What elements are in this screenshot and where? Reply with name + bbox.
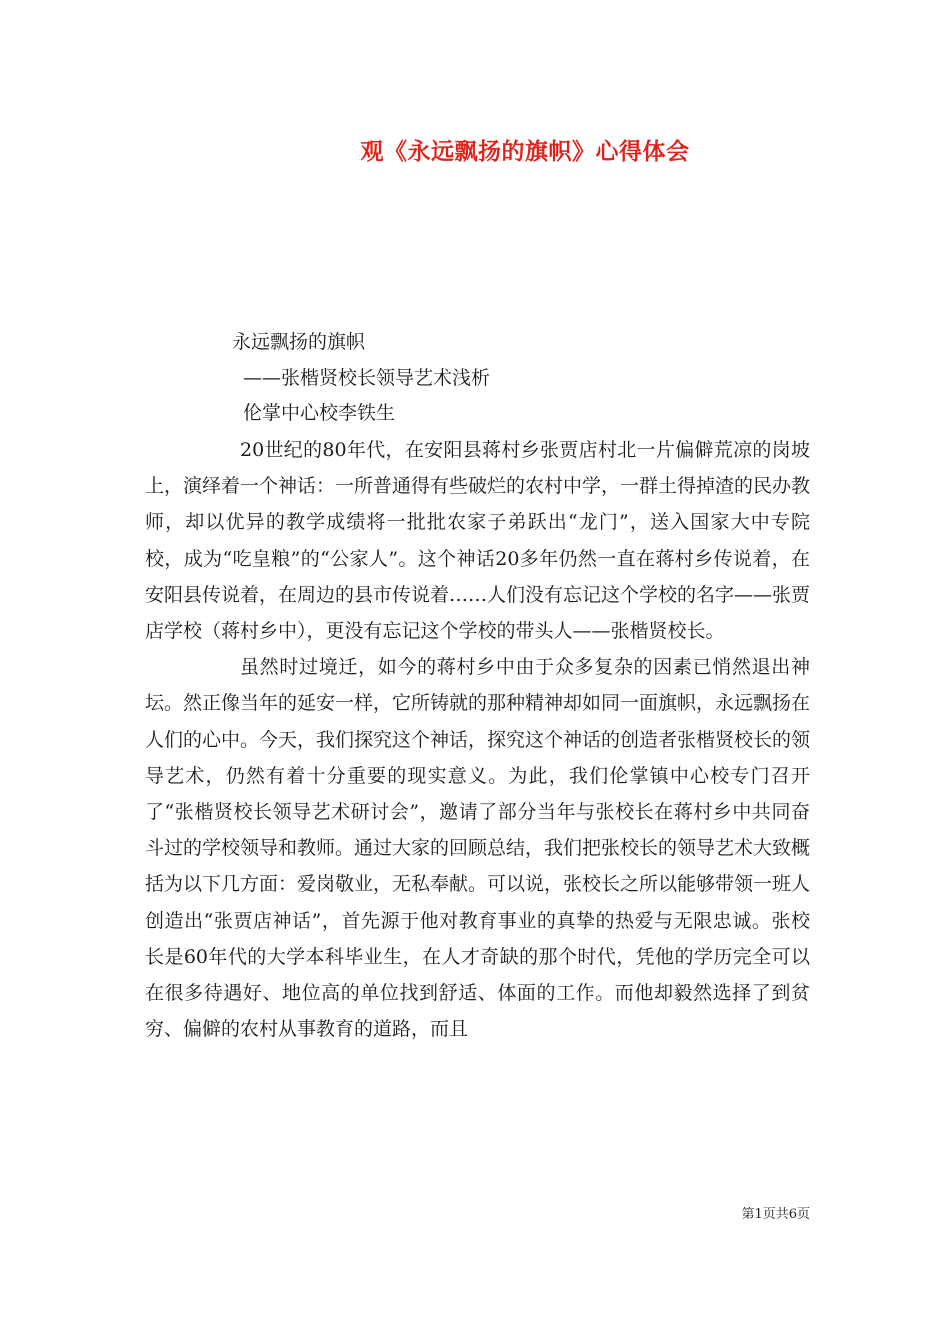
page-number: 第1页共6页 <box>741 1207 810 1222</box>
paragraph-2: 虽然时过境迁，如今的蒋村乡中由于众多复杂的因素已悄然退出神坛。然正像当年的延安一样，它所铸就的那种精神却如同一面旗帜，永远飘扬在人们的心中。今天，我们探究这个神话，探究这个神话的创造者张楷贤校长的领导艺术，仍然有着十分重要的现实意义。为此，我们伦掌镇中心校专门召开了“张楷贤校长领导艺术研讨会”，邀请了部分当年与张校长在蒋村乡中共同奋斗过的学校领导和教师。通过大家的回顾总结，我们把张校长的领导艺术大致概括为以下几方面：爱岗敬业，无私奉献。可以说，张校长之所以能够带领一班人创造出“张贾店神话”，首先源于他对教育事业的真挚的热爱与无限忠诚。张校长是60年代的大学本科毕业生，在人才奇缺的那个时代，凭他的学历完全可以在很多待遇好、地位高的单位找到舒适、体面的工作。而他却毅然选择了到贫穷、偏僻的农村从事教育的道路，而且 <box>145 656 811 1041</box>
paragraph-1: 20世纪的80年代，在安阳县蒋村乡张贾店村北一片偏僻荒凉的岗坡上，演绎着一个神话：一所普通得有些破烂的农村中学，一群土得掉渣的民办教师，却以优异的教学成绩将一批批农家子弟跃出“龙门”，送入国家大中专院校，成为“吃皇粮”的“公家人”。这个神话20多年仍然一直在蒋村乡传说着，在安阳县传说着，在周边的县市传说着……人们没有忘记这个学校的名字——张贾店学校（蒋村乡中），更没有忘记这个学校的带头人——张楷贤校长。 <box>145 439 811 643</box>
article-heading: 永远飘扬的旗帜 <box>232 331 366 353</box>
page-title: 观《永远飘扬的旗帜》心得体会 <box>360 138 690 165</box>
article-body <box>145 432 810 1047</box>
author-line: 伦掌中心校李铁生 <box>243 402 396 424</box>
article-subheading: ——张楷贤校长领导艺术浅析 <box>243 367 491 389</box>
